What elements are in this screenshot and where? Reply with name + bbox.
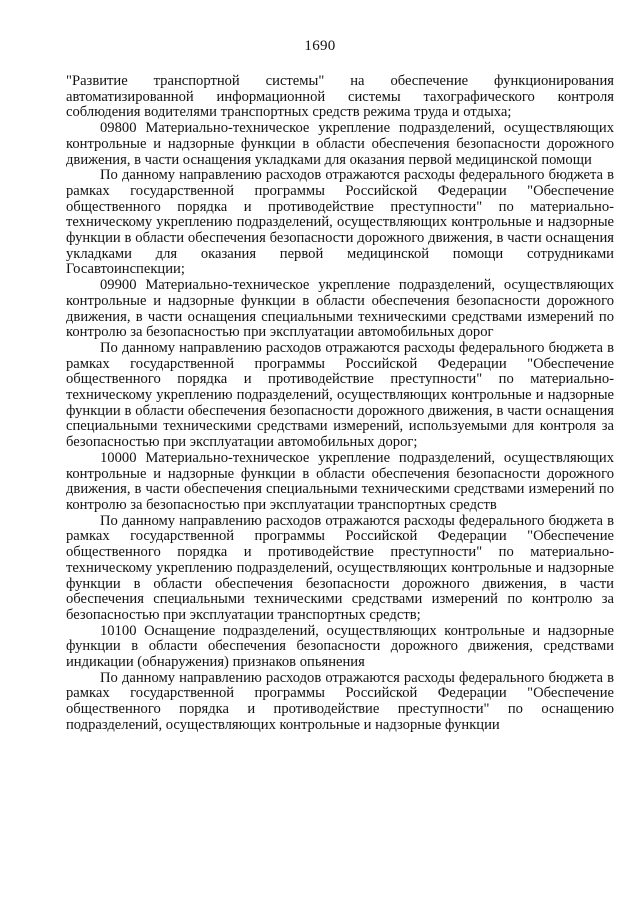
paragraph: 09900 Материально-техническое укрепление подразделений, осуществляющих контрольные и надзорные функции в области обеспечения безопасности дорожного движения, в части оснащения специальными техническими средствами измерений по контролю за безопасностью при эксплуатации автомобильных дорог <box>66 277 614 341</box>
paragraph: По данному направлению расходов отражаются расходы федерального бюджета в рамках государственной программы Российской Федерации "Обеспечение общественного порядка и противодействие преступности" по материально-техническому укреплению подразделений, осуществляющих контрольные и надзорные функции в области обеспечения безопасности дорожного движения, в части оснащения укладками для оказания первой медицинской помощи сотрудниками Госавтоинспекции; <box>66 167 614 278</box>
paragraph: "Развитие транспортной системы" на обеспечение функционирования автоматизированной информационной системы тахографического контроля соблюдения водителями транспортных средств режима труда и отдыха; <box>66 73 614 121</box>
document-body <box>66 74 614 734</box>
paragraph: 09800 Материально-техническое укрепление подразделений, осуществляющих контрольные и надзорные функции в области обеспечения безопасности дорожного движения, в части оснащения укладками для оказания первой медицинской помощи <box>66 120 614 168</box>
paragraph: По данному направлению расходов отражаются расходы федерального бюджета в рамках государственной программы Российской Федерации "Обеспечение общественного порядка и противодействие преступности" по материально-техническому укреплению подразделений, осуществляющих контрольные и надзорные функции в области обеспечения безопасности дорожного движения, в части оснащения специальными техническими средствами измерений, используемыми для контроля за безопасностью при эксплуатации автомобильных дорог; <box>66 339 614 451</box>
paragraph: 10000 Материально-техническое укрепление подразделений, осуществляющих контрольные и надзорные функции в области обеспечения безопасности дорожного движения, в части обеспечения специальными техническими средствами измерений по контролю за безопасностью при эксплуатации транспортных средств <box>66 449 614 513</box>
paragraph: По данному направлению расходов отражаются расходы федерального бюджета в рамках государственной программы Российской Федерации "Обеспечение общественного порядка и противодействие преступности" по оснащению подразделений, осуществляющих контрольные и надзорные функции <box>66 669 614 733</box>
page-number: 1690 <box>304 38 336 54</box>
paragraph: По данному направлению расходов отражаются расходы федерального бюджета в рамках государственной программы Российской Федерации "Обеспечение общественного порядка и противодействие преступности" по материально-техническому укреплению подразделений, осуществляющих контрольные и надзорные функции в области обеспечения безопасности дорожного движения, в части обеспечения специальными техническими средствами измерений по контролю за безопасностью при эксплуатации транспортных средств; <box>66 512 614 623</box>
paragraph: 10100 Оснащение подразделений, осуществляющих контрольные и надзорные функции в области обеспечения безопасности дорожного движения, средствами индикации (обнаружения) признаков опьянения <box>66 622 614 671</box>
